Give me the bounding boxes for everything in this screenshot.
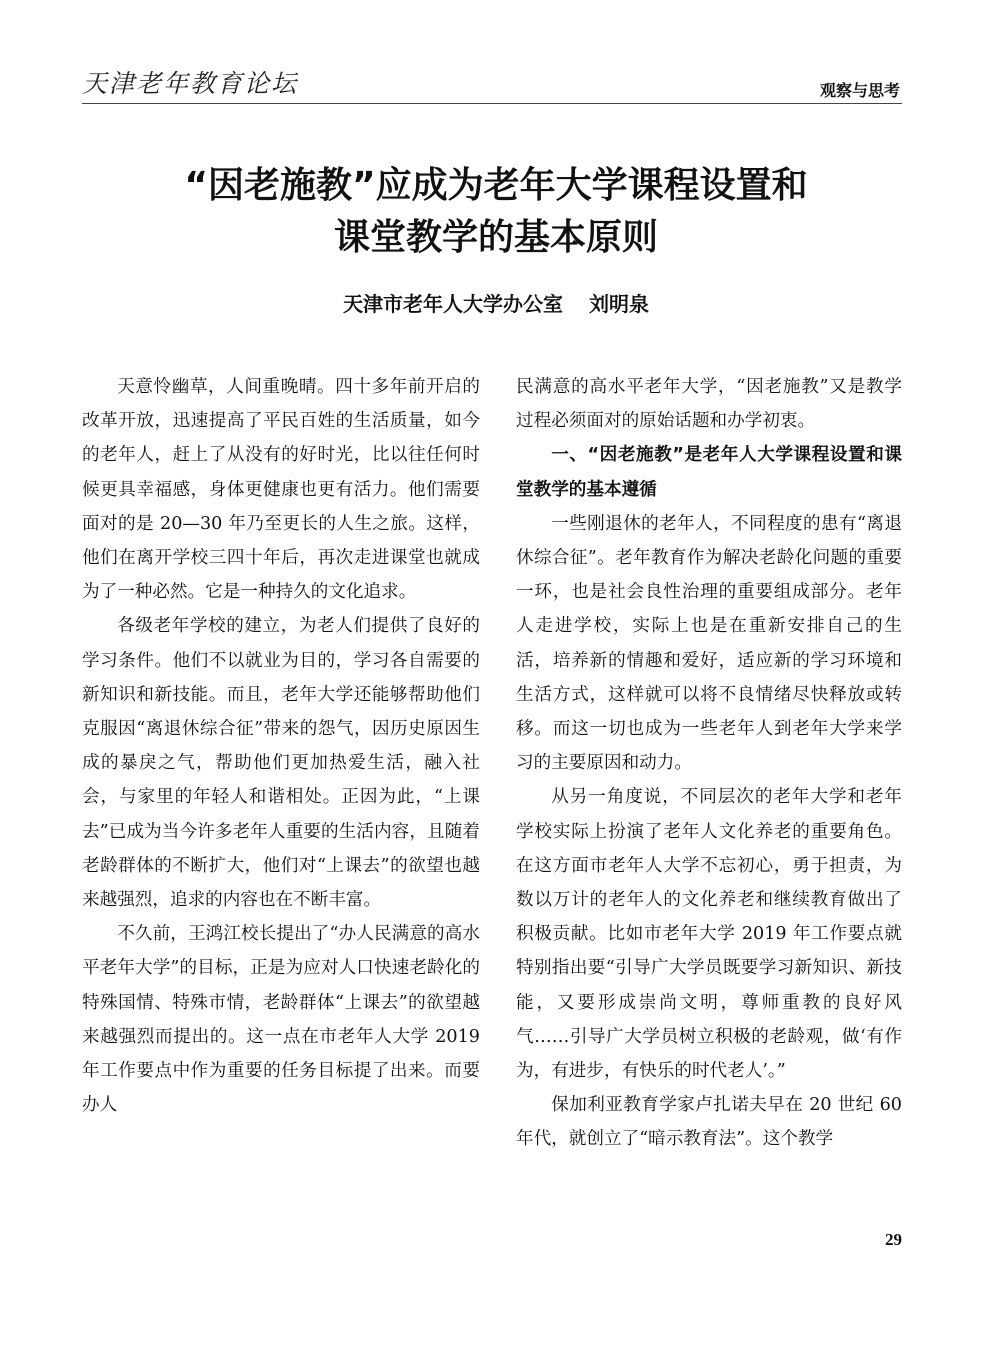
header-divider [82, 103, 902, 104]
paragraph-continued: 民满意的高水平老年大学，“因老施教”又是教学过程必须面对的原始话题和办学初衷。 [516, 377, 902, 432]
left-column [82, 370, 480, 1122]
page-header [82, 64, 900, 102]
page-number: 29 [885, 1230, 902, 1249]
paragraph: 天意怜幽草，人间重晚晴。四十多年前开启的改革开放，迅速提高了平民百姓的生活质量，如今的老年人，赶上了从没有的好时光，比以往任何时候更具幸福感，身体更健康也更有活力。他们需要面对的是 20—30 年乃至更长的人生之旅。这样，他们在离开学校三四十年后，再次走进课堂也就成为了一种必然。它是一种持久的文化追求。 [82, 377, 480, 603]
title-line-1: “因老施教”应成为老年大学课程设置和 [184, 165, 808, 206]
article-title [70, 160, 922, 264]
paragraph: 从另一角度说，不同层次的老年大学和老年学校实际上扮演了老年人文化养老的重要角色。在这方面市老年人大学不忘初心，勇于担责，为数以万计的老年人的文化养老和继续教育做出了积极贡献。比如市老年大学 2019 年工作要点就特别指出要“引导广大学员既要学习新知识、新技能，又要形成崇尚文明，尊师重教的良好风气……引导广大学员树立积极的老龄观，做‘有作为，有进步，有快乐的时代老人’。” [516, 787, 902, 1082]
author-organization: 天津市老年人大学办公室 [343, 292, 563, 316]
journal-brand: 天津老年教育论坛 [82, 69, 299, 98]
section-label: 观察与思考 [819, 81, 900, 100]
title-line-2: 课堂教学的基本原则 [333, 217, 658, 258]
byline [0, 288, 992, 317]
paragraph: 各级老年学校的建立，为老人们提供了良好的学习条件。他们不以就业为目的，学习各自需要的新知识和新技能。而且，老年大学还能够帮助他们克服因“离退休综合征”带来的怨气，因历史原因生成的暴戾之气，帮助他们更加热爱生活，融入社会，与家里的年轻人和谐相处。正因为此，“上课去”已成为当今许多老年人重要的生活内容，且随着老龄群体的不断扩大，他们对“上课去”的欲望也越来越强烈，追求的内容也在不断丰富。 [82, 616, 480, 911]
right-column [516, 370, 902, 1157]
paragraph: 不久前，王鸿江校长提出了“办人民满意的高水平老年大学”的目标，正是为应对人口快速老龄化的特殊国情、特殊市情，老龄群体“上课去”的欲望越来越强烈而提出的。这一点在市老年人大学 2019 年工作要点中作为重要的任务目标提了出来。而要办人 [82, 924, 480, 1116]
paragraph: 保加利亚教育学家卢扎诺夫早在 20 世纪 60 年代，就创立了“暗示教育法”。这个教学 [516, 1095, 902, 1150]
section-heading: 一、“因老施教”是老年人大学课程设置和课堂教学的基本遵循 [516, 445, 902, 500]
author-name: 刘明泉 [589, 292, 649, 316]
paragraph: 一些刚退休的老年人，不同程度的患有“离退休综合征”。老年教育作为解决老龄化问题的重要一环，也是社会良性治理的重要组成部分。老年人走进学校，实际上也是在重新安排自己的生活，培养新的情趣和爱好，适应新的学习环境和生活方式，这样就可以将不良情绪尽快释放或转移。而这一切也成为一些老年人到老年大学来学习的主要原因和动力。 [516, 513, 902, 774]
